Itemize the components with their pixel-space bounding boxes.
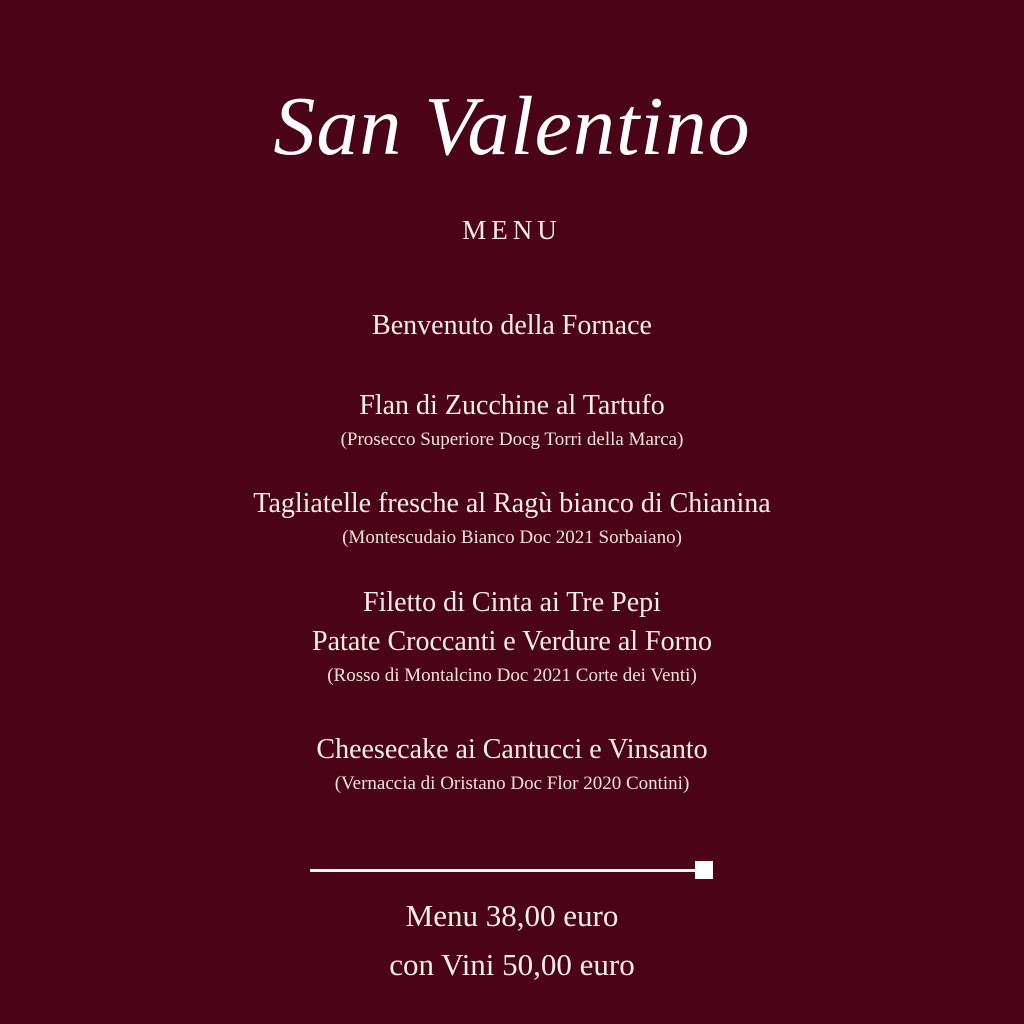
menu-title: San Valentino [273,80,751,173]
course-starter: Flan di Zucchine al Tartufo [359,390,665,421]
course-main: Filetto di Cinta ai Tre Pepi [363,587,661,618]
wine-pairing-starter: (Prosecco Superiore Docg Torri della Marca) [340,429,684,450]
wine-pairing-first: (Montescudaio Bianco Doc 2021 Sorbaiano) [342,527,682,548]
menu-subtitle: MENU [462,215,562,245]
price-menu: Menu 38,00 euro [405,898,619,933]
course-main-sides: Patate Croccanti e Verdure al Forno [312,626,712,657]
course-welcome: Benvenuto della Fornace [372,310,652,341]
divider-line [310,869,704,872]
course-dessert: Cheesecake ai Cantucci e Vinsanto [316,734,708,765]
course-first: Tagliatelle fresche al Ragù bianco di Chianina [253,488,771,519]
wine-pairing-dessert: (Vernaccia di Oristano Doc Flor 2020 Contini) [334,773,690,794]
price-with-wine: con Vini 50,00 euro [389,947,635,982]
divider-end-square [695,861,713,879]
wine-pairing-main: (Rosso di Montalcino Doc 2021 Corte dei Venti) [327,665,697,686]
